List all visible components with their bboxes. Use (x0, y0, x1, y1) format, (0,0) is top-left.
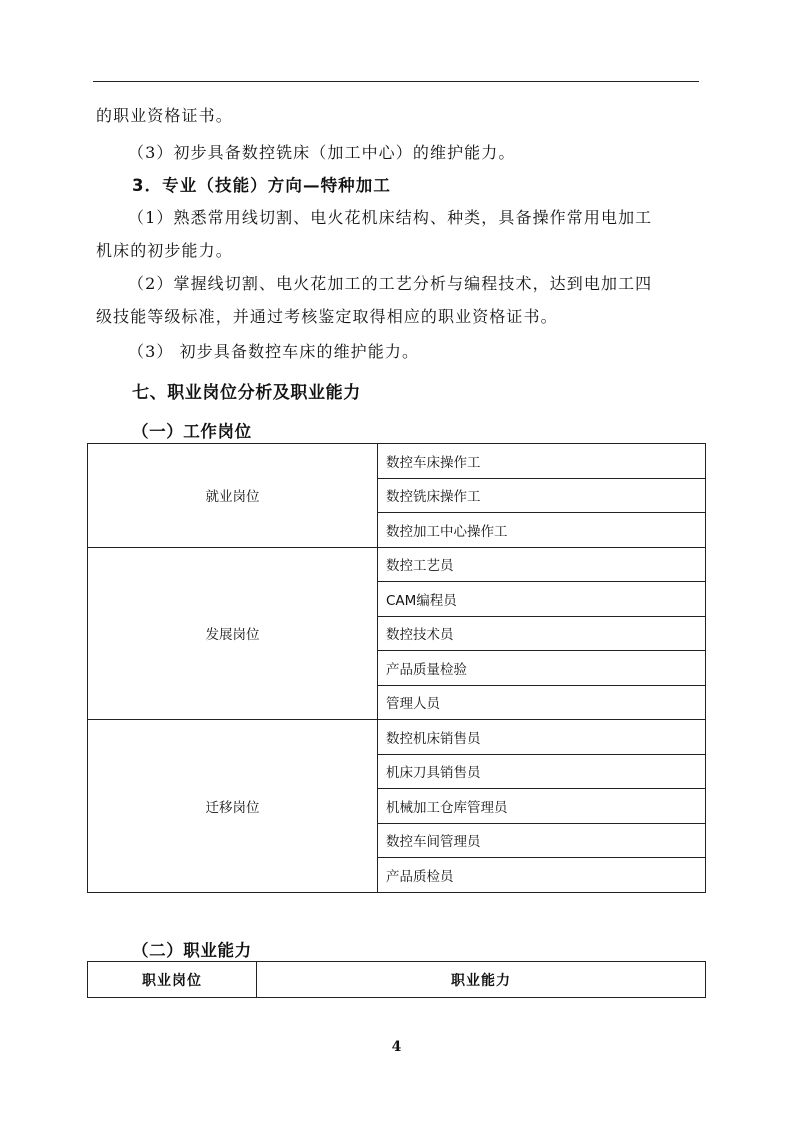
paragraph-item: （1）熟悉常用线切割、电火花机床结构、种类，具备操作常用电加工 (128, 208, 653, 227)
paragraph-continuation: 级技能等级标准，并通过考核鉴定取得相应的职业资格证书。 (96, 307, 558, 326)
paragraph-item: （3） 初步具备数控车床的维护能力。 (128, 342, 420, 361)
table-row (88, 444, 706, 479)
table-header-row (88, 962, 706, 998)
job-position-cell: 数控车床操作工 (378, 444, 706, 479)
job-positions-table (87, 443, 706, 893)
page-number: 4 (391, 1039, 402, 1055)
job-position-cell: 数控车间管理员 (378, 823, 706, 858)
paragraph-item: （2）掌握线切割、电火花加工的工艺分析与编程技术，达到电加工四 (128, 274, 653, 293)
job-category-cell: 发展岗位 (88, 547, 378, 720)
ability-header-ability: 职业能力 (257, 962, 706, 998)
ability-table (87, 961, 706, 998)
paragraph-item: （3）初步具备数控铣床（加工中心）的维护能力。 (128, 143, 516, 162)
job-position-cell: 产品质检员 (378, 858, 706, 893)
subsection-title-abilities: （二）职业能力 (132, 941, 252, 960)
ability-header-position: 职业岗位 (88, 962, 257, 998)
job-position-cell: CAM编程员 (378, 582, 706, 617)
job-position-cell: 产品质量检验 (378, 651, 706, 686)
job-position-cell: 管理人员 (378, 685, 706, 720)
job-position-cell: 机械加工仓库管理员 (378, 789, 706, 824)
job-position-cell: 数控加工中心操作工 (378, 513, 706, 548)
job-position-cell: 数控技术员 (378, 616, 706, 651)
section-title: 七、职业岗位分析及职业能力 (132, 383, 361, 403)
job-category-cell: 就业岗位 (88, 444, 378, 548)
direction-heading: 3．专业（技能）方向—特种加工 (132, 176, 391, 195)
job-category-cell: 迁移岗位 (88, 720, 378, 893)
job-position-cell: 数控工艺员 (378, 547, 706, 582)
table-row (88, 547, 706, 582)
job-position-cell: 机床刀具销售员 (378, 754, 706, 789)
paragraph-continuation: 机床的初步能力。 (96, 241, 233, 260)
table-row (88, 720, 706, 755)
header-rule (93, 81, 699, 82)
subsection-title-jobs: （一）工作岗位 (132, 422, 252, 441)
job-position-cell: 数控铣床操作工 (378, 478, 706, 513)
paragraph-continuation: 的职业资格证书。 (96, 106, 233, 125)
job-position-cell: 数控机床销售员 (378, 720, 706, 755)
